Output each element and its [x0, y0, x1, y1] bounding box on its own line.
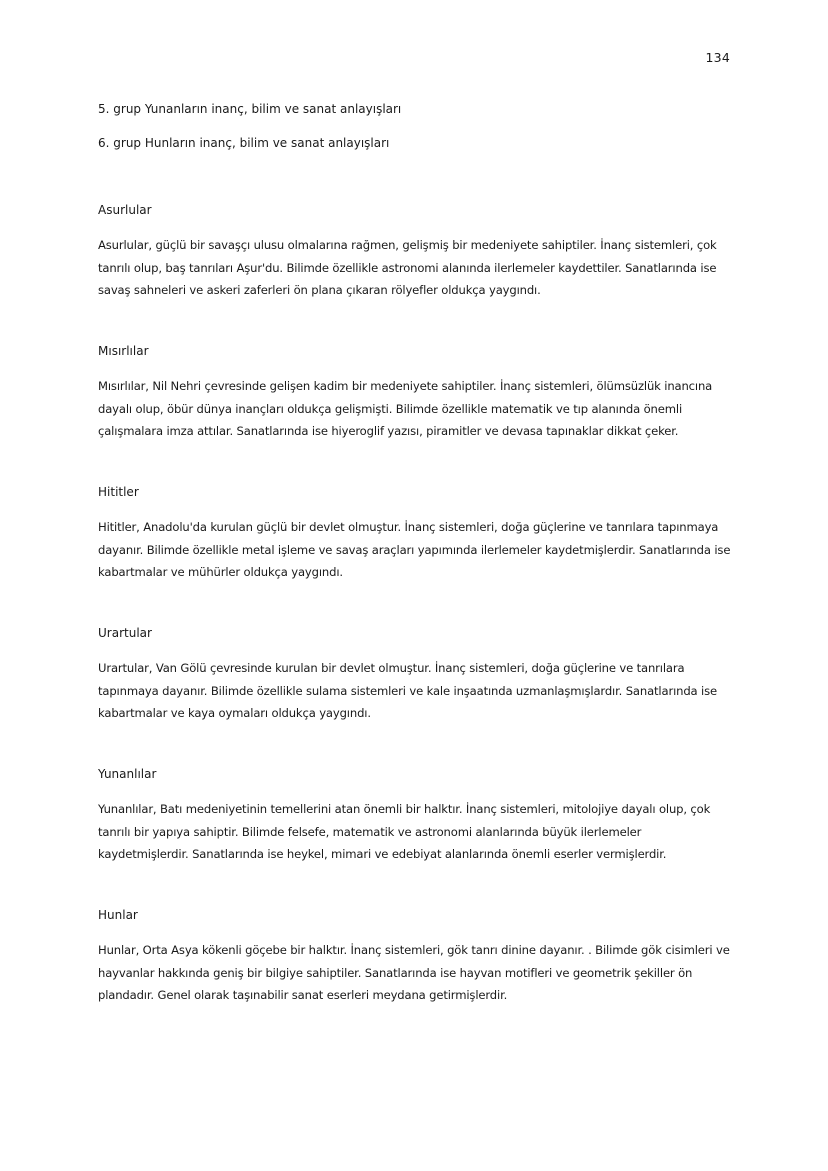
intro-line: 6. grup Hunların inanç, bilim ve sanat anlayışları — [98, 136, 390, 150]
body-line: Hunlar, Orta Asya kökenli göçebe bir halktır. İnanç sistemleri, gök tanrı dinine dayanır. . Bilimde gök cisimleri ve — [98, 943, 730, 957]
section-body — [98, 939, 734, 1007]
body-line: Asurlular, güçlü bir savaşçı ulusu olmalarına rağmen, gelişmiş bir medeniyete sahiptiler. İnanç sistemleri, çok — [98, 238, 717, 252]
section-body — [98, 375, 734, 443]
section-title: Asurlular — [98, 203, 152, 217]
body-line: tanrılı olup, baş tanrıları Aşur'du. Bilimde özellikle astronomi alanında ilerlemeler kaydettiler. Sanatlarında ise — [98, 260, 717, 275]
section-urartular — [98, 625, 734, 725]
body-line: kaydetmişlerdir. Sanatlarında ise heykel, mimari ve edebiyat alanlarında önemli eserler vermişlerdir. — [98, 847, 667, 861]
body-line: dayalı olup, öbür dünya inançları oldukça gelişmişti. Bilimde özellikle matematik ve tıp alanında önemli — [98, 401, 683, 416]
section-body — [98, 516, 734, 584]
section-body — [98, 657, 734, 725]
section-hunlar — [98, 907, 734, 1007]
section-body — [98, 798, 734, 866]
body-line: hayvanlar hakkında geniş bir bilgiye sahiptiler. Sanatlarında ise hayvan motifleri ve geometrik şekiller ön — [98, 965, 693, 980]
section-body — [98, 234, 734, 302]
body-line: plandadır. Genel olarak taşınabilir sanat eserleri meydana getirmişlerdir. — [98, 988, 508, 1002]
section-title: Urartular — [98, 626, 152, 640]
section-title: Yunanlılar — [98, 767, 157, 781]
section-misirlilar — [98, 343, 734, 443]
body-line: Mısırlılar, Nil Nehri çevresinde gelişen kadim bir medeniyete sahiptiler. İnanç sistemleri, ölümsüzlük inancına — [98, 379, 713, 393]
section-hititler — [98, 484, 734, 584]
intro-line: 5. grup Yunanların inanç, bilim ve sanat anlayışları — [98, 102, 402, 116]
section-title: Hunlar — [98, 908, 138, 922]
section-yunanlilar — [98, 766, 734, 866]
body-line: Yunanlılar, Batı medeniyetinin temellerini atan önemli bir halktır. İnanç sistemleri, mitolojiye dayalı olup, çok — [98, 802, 711, 816]
section-asurlular — [98, 202, 734, 302]
body-line: Hititler, Anadolu'da kurulan güçlü bir devlet olmuştur. İnanç sistemleri, doğa güçlerine ve tanrılara tapınmaya — [98, 520, 719, 534]
section-title: Hititler — [98, 485, 139, 499]
body-line: Urartular, Van Gölü çevresinde kurulan bir devlet olmuştur. İnanç sistemleri, doğa güçlerine ve tanrılara — [98, 661, 685, 675]
body-line: tanrılı bir yapıya sahiptir. Bilimde felsefe, matematik ve astronomi alanlarında büyük ilerlemeler — [98, 824, 642, 839]
page-number: 134 — [705, 50, 730, 65]
body-line: dayanır. Bilimde özellikle metal işleme ve savaş araçları yapımında ilerlemeler kaydetmişlerdir. Sanatlarında ise — [98, 542, 731, 557]
body-line: kabartmalar ve mühürler oldukça yaygındı. — [98, 565, 343, 579]
body-line: çalışmalara imza attılar. Sanatlarında ise hiyeroglif yazısı, piramitler ve devasa tapınaklar dikkat çeker. — [98, 424, 679, 438]
body-line: tapınmaya dayanır. Bilimde özellikle sulama sistemleri ve kale inşaatında uzmanlaşmışlardır. Sanatlarında ise — [98, 683, 717, 698]
section-title: Mısırlılar — [98, 344, 149, 358]
body-line: kabartmalar ve kaya oymaları oldukça yaygındı. — [98, 706, 371, 720]
body-line: savaş sahneleri ve askeri zaferleri ön plana çıkaran rölyefler oldukça yaygındı. — [98, 283, 541, 297]
